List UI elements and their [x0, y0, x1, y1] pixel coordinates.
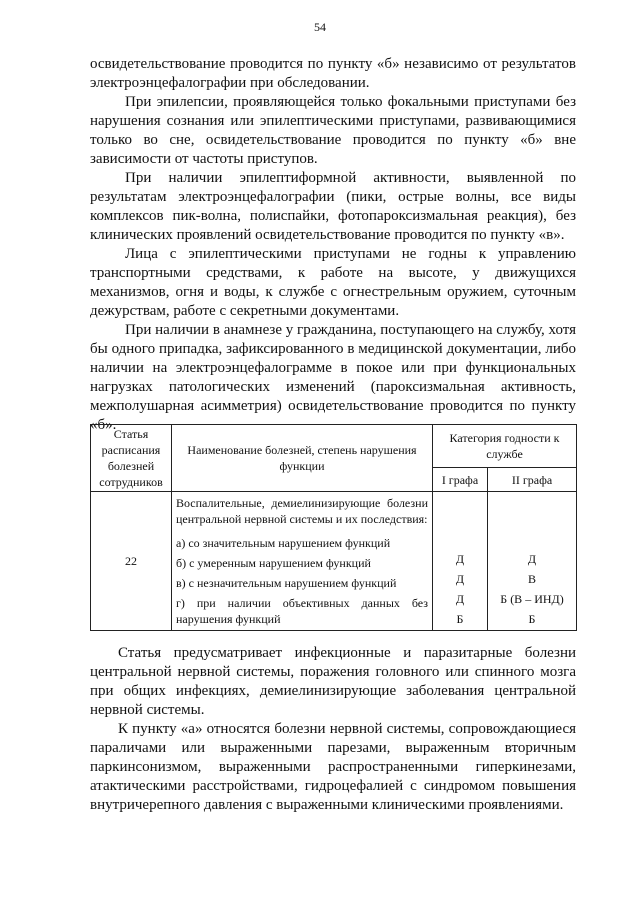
header-graph-1: I графа — [433, 468, 488, 492]
item-g-graph-1: Б — [456, 612, 464, 626]
item-a-label: а) со значительным нарушением функций — [176, 536, 391, 550]
paragraph-article-scope: Статья предусматривает инфекционные и паразитарные болезни центральной нервной системы, поражения головного или спинного мозга при общих инфекциях, демиелинизирующие заболевания центральной нервной системы. — [90, 645, 576, 718]
item-b-graph-2: В — [527, 572, 536, 586]
item-v-graph-1: Д — [455, 592, 465, 606]
paragraph-anamnesis: При наличии в анамнезе у гражданина, поступающего на службу, хотя бы одного припадка, зафиксированного в медицинской документации, либо наличии на электроэнцефалограмме в покое или при функциональных нагрузках патологических изменений (пароксизмальная активность, межполушарная асимметрия) освидетельствование проводится по пункту «б». — [90, 322, 576, 433]
item-b-label: б) с умеренным нарушением функций — [176, 556, 371, 570]
page-number: 54 — [314, 20, 326, 34]
paragraph-continuation: освидетельствование проводится по пункту «б» независимо от результатов электроэнцефалографии при обследовании. — [90, 56, 576, 91]
item-g-label: г) при наличии объективных данных без нарушения функций — [176, 596, 428, 626]
body-text-top — [90, 55, 576, 435]
item-a-graph-2: Д — [527, 552, 537, 566]
disease-names-cell — [172, 492, 433, 631]
item-b-graph-1: Д — [455, 572, 465, 586]
body-text-bottom — [90, 644, 576, 815]
graph-1-values — [433, 492, 488, 631]
disease-group-title: Воспалительные, демиелинизирующие болезни центральной нервной системы и их последствия: — [176, 496, 428, 526]
item-a-graph-1: Д — [455, 552, 465, 566]
header-category: Категория годности к службе — [433, 425, 577, 468]
item-g-graph-2: Б — [528, 612, 536, 626]
table-row — [91, 492, 577, 631]
paragraph-point-a: К пункту «а» относятся болезни нервной системы, сопровождающиеся параличами или выраженными парезами, выраженным вторичным паркинсонизмом, выраженными распространенными гиперкинезами, атактическими расстройствами, гидроцефалией с синдромом повышения внутричерепного давления с выраженными клиническими проявлениями. — [90, 721, 576, 813]
item-v-graph-2: Б (В – ИНД) — [500, 592, 564, 606]
item-v-label: в) с незначительным нарушением функций — [176, 576, 397, 590]
disease-category-table — [90, 424, 577, 631]
header-disease-name: Наименование болезней, степень нарушения функции — [172, 425, 433, 492]
graph-2-values — [488, 492, 577, 631]
paragraph-focal-epilepsy: При эпилепсии, проявляющейся только фокальными приступами без нарушения сознания или эпилептическими приступами, развивающимися только во сне, освидетельствование проводится по пункту «б» вне зависимости от частоты приступов. — [90, 94, 576, 167]
article-number: 22 — [91, 492, 172, 631]
header-graph-2: II графа — [488, 468, 577, 492]
header-article: Статья расписания болезней сотрудников — [91, 425, 172, 492]
paragraph-eeg-activity: При наличии эпилептиформной активности, выявленной по результатам электроэнцефалографии (пики, острые волны, все виды комплексов пик-волна, полиспайки, фотопароксизмальная реакция), без клинических проявлений освидетельствование проводится по пункту «в». — [90, 170, 576, 243]
paragraph-restrictions: Лица с эпилептическими приступами не годны к управлению транспортными средствами, к работе на высоте, у движущихся механизмов, огня и воды, к службе с огнестрельным оружием, суточным дежурствам, работе с секретными документами. — [90, 246, 576, 319]
